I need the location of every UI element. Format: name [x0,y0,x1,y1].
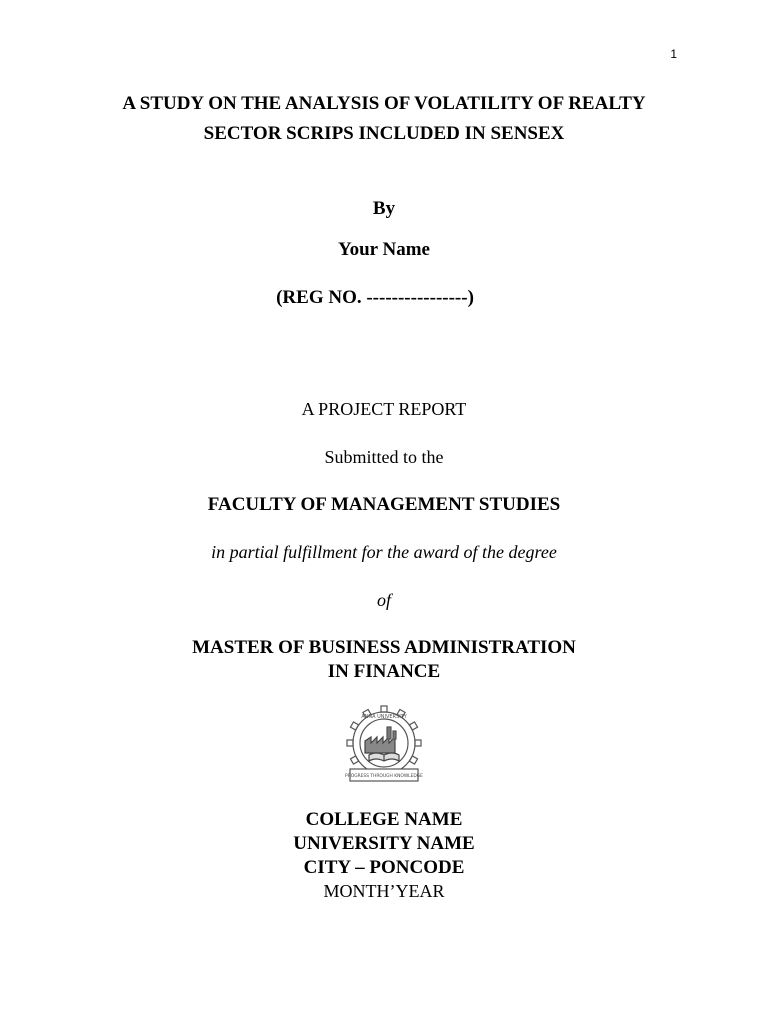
logo-motto: PROGRESS THROUGH KNOWLEDGE [345,774,423,779]
by-label: By [372,198,396,219]
reg-number: (REG NO. ----------------) [276,287,474,308]
university-name: UNIVERSITY NAME [293,833,475,854]
author-name: Your Name [337,239,430,260]
logo-ring-text: ANNA UNIVERSITY [361,714,407,720]
report-type: A PROJECT REPORT [301,399,467,419]
faculty-name: FACULTY OF MANAGEMENT STUDIES [207,494,561,515]
degree-line-1: MASTER OF BUSINESS ADMINISTRATION [192,637,576,658]
page-number: 1 [670,47,677,61]
college-name: COLLEGE NAME [305,809,463,830]
city-poncode: CITY – PONCODE [303,857,465,878]
title-line-1: A STUDY ON THE ANALYSIS OF VOLATILITY OF REALTY [122,93,646,114]
degree-line-2: IN FINANCE [327,661,441,682]
month-year: MONTH’YEAR [323,881,445,901]
of-label: of [376,590,391,610]
university-emblem-icon [343,705,425,785]
fulfillment-text: in partial fulfillment for the award of the degree [211,542,557,562]
submitted-to: Submitted to the [324,447,444,467]
title-line-2: SECTOR SCRIPS INCLUDED IN SENSEX [203,123,565,144]
